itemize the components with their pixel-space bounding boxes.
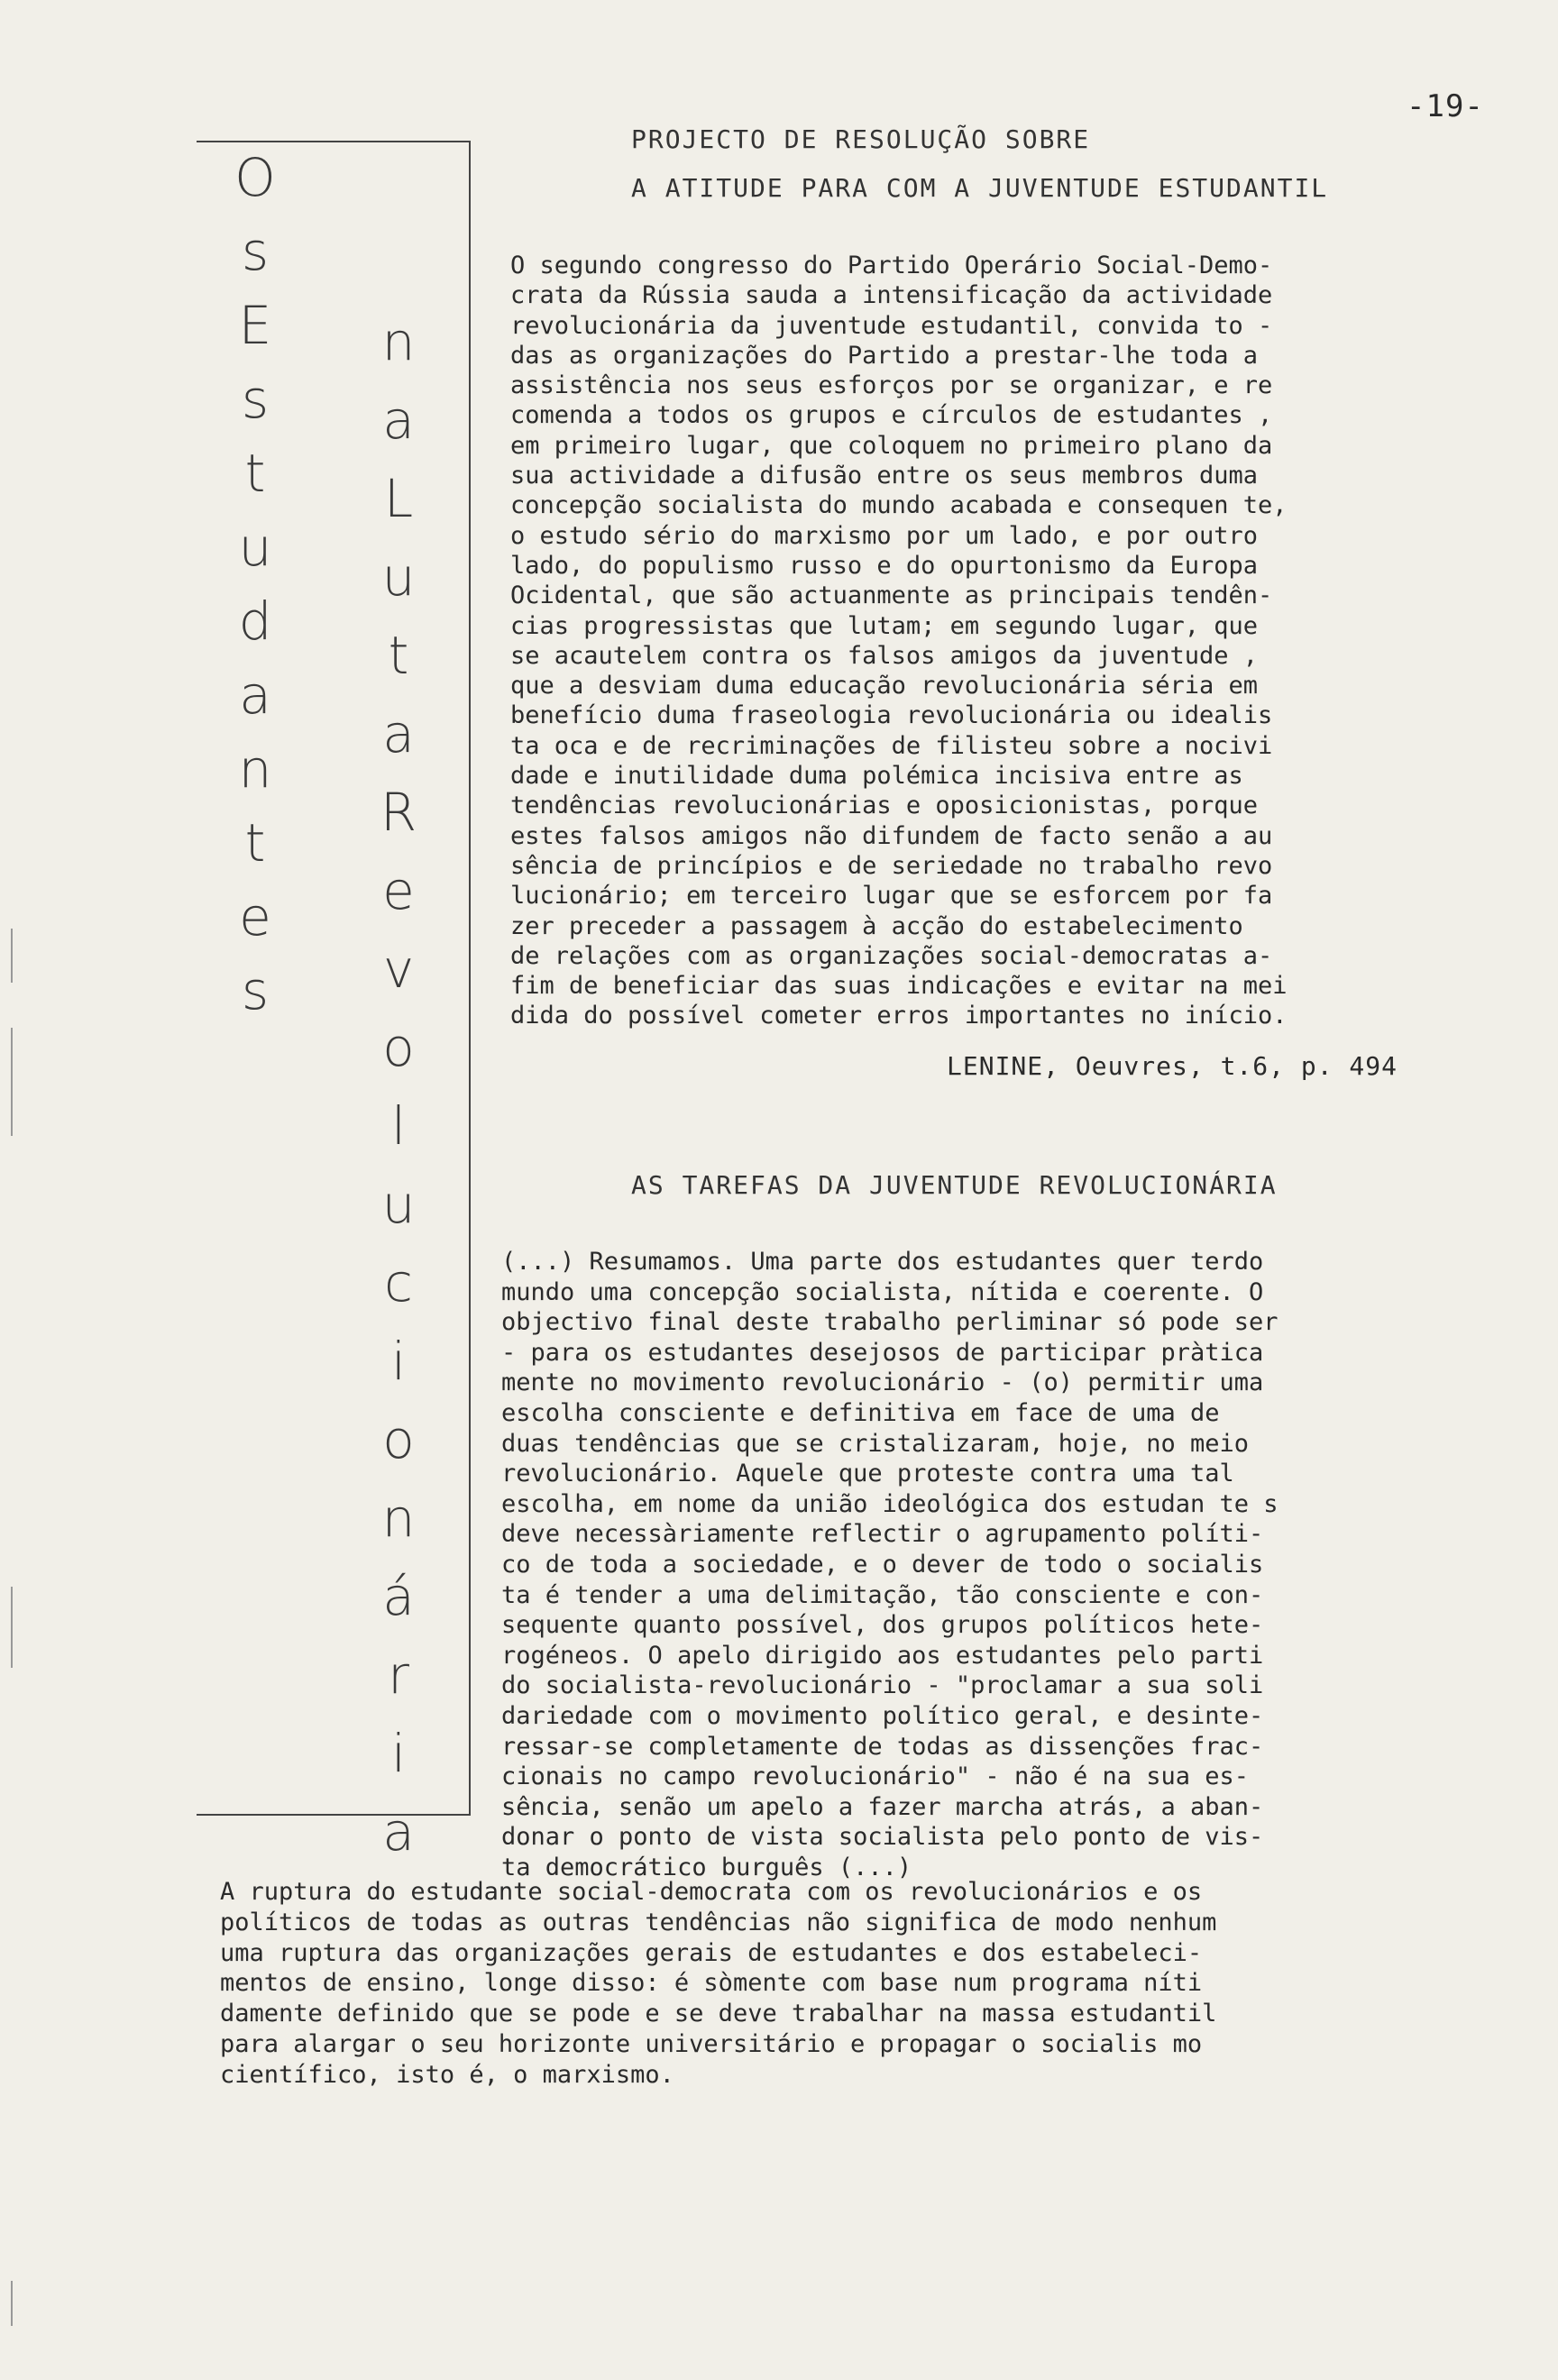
sidebar-letter: u <box>238 517 272 578</box>
sidebar-vertical-text-2 <box>362 311 435 1884</box>
margin-mark <box>11 929 13 983</box>
sidebar-letter: r <box>388 1644 409 1706</box>
margin-mark <box>11 2281 13 2326</box>
sidebar-letter: s <box>241 221 270 282</box>
closing-paragraph: A ruptura do estudante social-democrata com os revolucionários e os políticos de todas as outras tendências não significa de modo nenhum uma ruptura das organizações gerais de estudantes e dos estabeleci- mentos de ensino, longe disso: é sòmente com base num programa níti damente definido que se pode e se deve trabalhar na massa estudantil para alargar o seu horizonte universitário e propagar o socialis mo científico, isto é, o marxismo. <box>220 1878 1217 2089</box>
document-title-line-1: PROJECTO DE RESOLUÇÃO SOBRE <box>631 124 1091 154</box>
sidebar-letter: n <box>381 311 416 372</box>
sidebar-letter: o <box>382 1017 415 1078</box>
section-title: AS TAREFAS DA JUVENTUDE REVOLUCIONÁRIA <box>631 1170 1278 1200</box>
sidebar-letter: e <box>239 886 271 947</box>
sidebar-letter: n <box>238 738 272 800</box>
sidebar-letter: i <box>390 1331 407 1392</box>
sidebar-letter: i <box>390 1723 407 1784</box>
sidebar-letter: n <box>381 1488 416 1549</box>
sidebar-letter: L <box>383 468 414 529</box>
sidebar-letter: t <box>244 812 266 874</box>
sidebar-letter: a <box>382 1801 415 1863</box>
sidebar-letter: O <box>234 147 276 208</box>
sidebar-letter: l <box>390 1095 407 1157</box>
sidebar-letter: a <box>382 389 415 451</box>
sidebar-letter: d <box>238 590 272 652</box>
document-title-line-2: A ATITUDE PARA COM A JUVENTUDE ESTUDANTIL <box>631 173 1329 203</box>
tasks-paragraph: (...) Resumamos. Uma parte dos estudantes quer terdo mundo uma concepção socialista, nítida e coerente. O objectivo final deste trabalho perliminar só pode ser - para os estudantes desejosos de participar pràtica mente no movimento revolucionário - (o) permitir uma escolha consciente e definitiva em face de uma de duas tendências que se cristalizaram, hoje, no meio revolucionário. Aquele que proteste contra uma tal escolha, em nome da união ideológica dos estudan te s deve necessàriamente reflectir o agrupamento políti- co de toda a sociedade, e o dever de todo o socialis ta é tender a uma delimitação, tão consciente e con- sequente quanto possível, dos grupos políticos hete- rogéneos. O apelo dirigido aos estudantes pelo parti do socialista-revolucionário - "proclamar a sua soli dariedade com o movimento político geral, e desinte- ressar-se completamente de todas as dissenções frac- cionais no campo revolucionário" - não é na sua es- sência, senão um apelo a fazer marcha atrás, a aban- donar o ponto de vista socialista pelo ponto de vis- ta democrático burguês (...) <box>501 1248 1278 1881</box>
sidebar-letter: s <box>241 960 270 1021</box>
sidebar-letter: o <box>382 1409 415 1470</box>
sidebar-letter: v <box>382 938 415 1000</box>
sidebar-vertical-text-1 <box>224 147 287 1039</box>
sidebar-letter: E <box>238 295 272 356</box>
sidebar-letter: R <box>380 782 417 843</box>
margin-mark <box>11 1587 13 1668</box>
sidebar-letter: u <box>381 1174 416 1235</box>
page-number: -19- <box>1407 88 1484 124</box>
margin-mark <box>11 1028 13 1136</box>
resolution-paragraph: O segundo congresso do Partido Operário Social-Demo- crata da Rússia sauda a intensificação da actividade revolucionária da juventude estudantil, convida to - das as organizações do Partido a prestar-lhe toda a assistência nos seus esforços por se organizar, e re comenda a todos os grupos e círculos de estudantes , em primeiro lugar, que coloquem no primeiro plano da sua actividade a difusão entre os seus membros duma concepção socialista do mundo acabada e consequen te, o estudo sério do marxismo por um lado, e por outro lado, do populismo russo e do opurtonismo da Europa Ocidental, que são actuanmente as principais tendên- cias progressistas que lutam; em segundo lugar, que se acautelem contra os falsos amigos da juventude , que a desviam duma educação revolucionária séria em benefício duma fraseologia revolucionária ou idealis ta oca e de recriminações de filisteu sobre a nocivi dade e inutilidade duma polémica incisiva entre as tendências revolucionárias e oposicionistas, porque estes falsos amigos não difundem de facto senão a au sência de princípios e de seriedade no trabalho revo lucionário; em terceiro lugar que se esforcem por fa zer preceder a passagem à acção do estabelecimento de relações com as organizações social-democratas a- fim de beneficiar das suas indicações e evitar na mei dida do possível cometer erros importantes no início. <box>510 252 1288 1030</box>
sidebar-letter: u <box>381 546 416 608</box>
sidebar-letter: a <box>239 664 271 726</box>
sidebar-letter: a <box>382 703 415 764</box>
citation: LENINE, Oeuvres, t.6, p. 494 <box>947 1051 1398 1081</box>
sidebar-letter: t <box>388 625 409 686</box>
sidebar-letter: t <box>244 443 266 504</box>
sidebar-letter: s <box>241 369 270 430</box>
sidebar-letter: e <box>382 860 415 921</box>
sidebar-letter: c <box>384 1252 413 1314</box>
sidebar-letter: á <box>382 1566 415 1627</box>
